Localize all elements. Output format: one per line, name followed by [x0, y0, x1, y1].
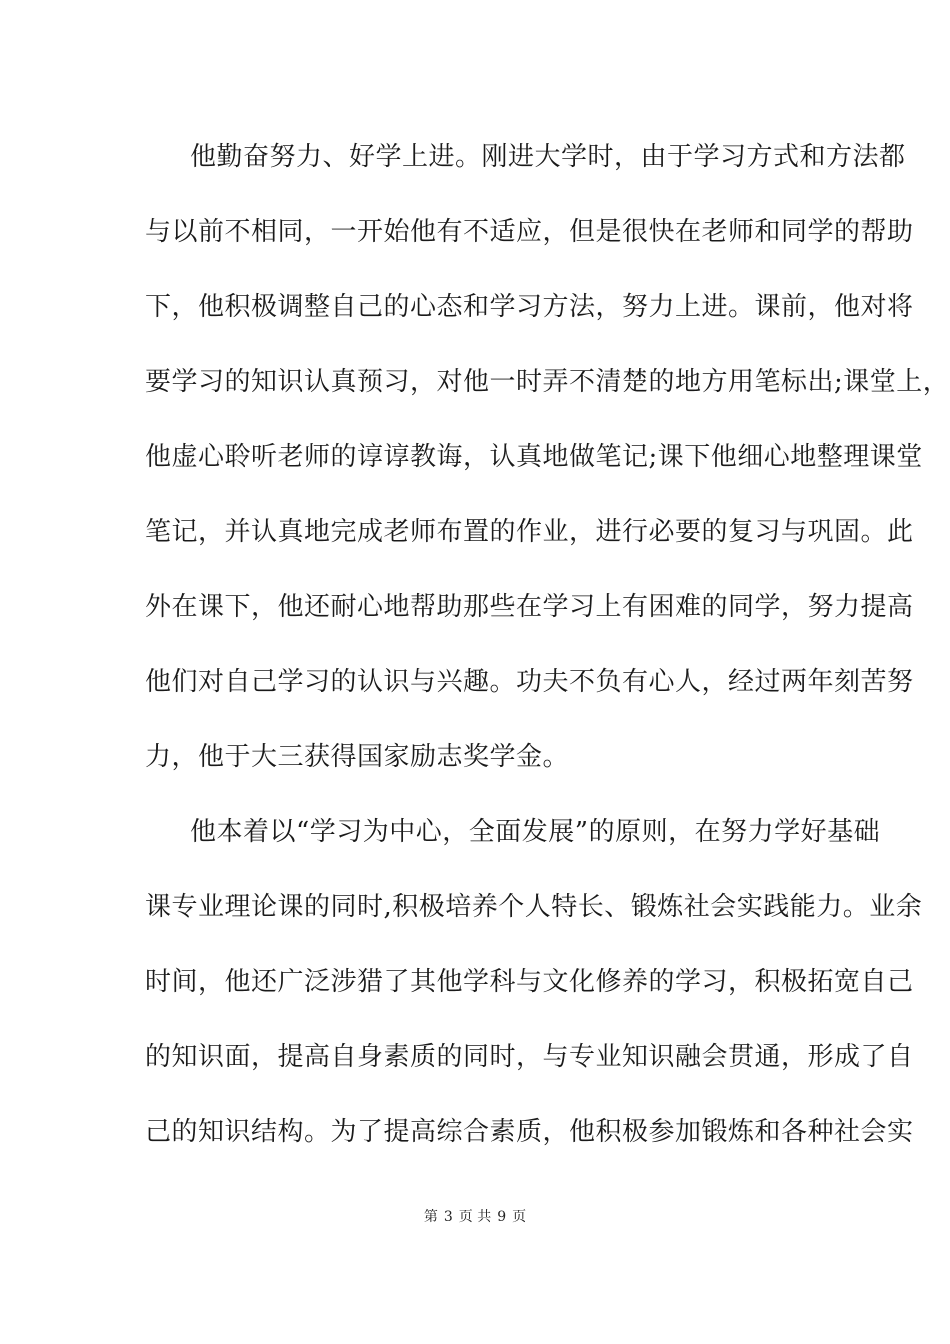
footer-total-pages: 9 — [497, 1209, 507, 1225]
footer-middle: 页 共 — [458, 1209, 492, 1225]
text-line: 他虚心聆听老师的谆谆教诲，认真地做笔记;课下他细心地整理课堂 — [145, 442, 923, 472]
text-line: 外在课下，他还耐心地帮助那些在学习上有困难的同学，努力提高 — [145, 592, 914, 622]
footer-prefix: 第 — [423, 1209, 438, 1225]
text-line: 己的知识结构。为了提高综合素质，他积极参加锻炼和各种社会实 — [145, 1117, 914, 1147]
text-line: 他勤奋努力、好学上进。刚进大学时，由于学习方式和方法都 — [190, 142, 906, 172]
text-line: 笔记，并认真地完成老师布置的作业，进行必要的复习与巩固。此 — [145, 517, 914, 547]
text-line: 时间，他还广泛涉猎了其他学科与文化修养的学习，积极拓宽自己 — [145, 967, 914, 997]
text-line: 他本着以“学习为中心，全面发展”的原则，在努力学好基础 — [190, 817, 881, 847]
text-line: 课专业理论课的同时,积极培养个人特长、锻炼社会实践能力。业余 — [145, 892, 923, 922]
page-footer — [0, 1208, 950, 1226]
text-line: 他们对自己学习的认识与兴趣。功夫不负有心人，经过两年刻苦努 — [145, 667, 914, 697]
text-line: 要学习的知识认真预习，对他一时弄不清楚的地方用笔标出;课堂上， — [145, 367, 950, 397]
footer-current-page: 3 — [443, 1209, 453, 1225]
text-line: 力，他于大三获得国家励志奖学金。 — [145, 742, 570, 772]
text-line: 下，他积极调整自己的心态和学习方法，努力上进。课前，他对将 — [145, 292, 914, 322]
text-line: 与以前不相同，一开始他有不适应，但是很快在老师和同学的帮助 — [145, 217, 914, 247]
footer-suffix: 页 — [512, 1209, 527, 1225]
text-line: 的知识面，提高自身素质的同时，与专业知识融会贯通，形成了自 — [145, 1042, 914, 1072]
